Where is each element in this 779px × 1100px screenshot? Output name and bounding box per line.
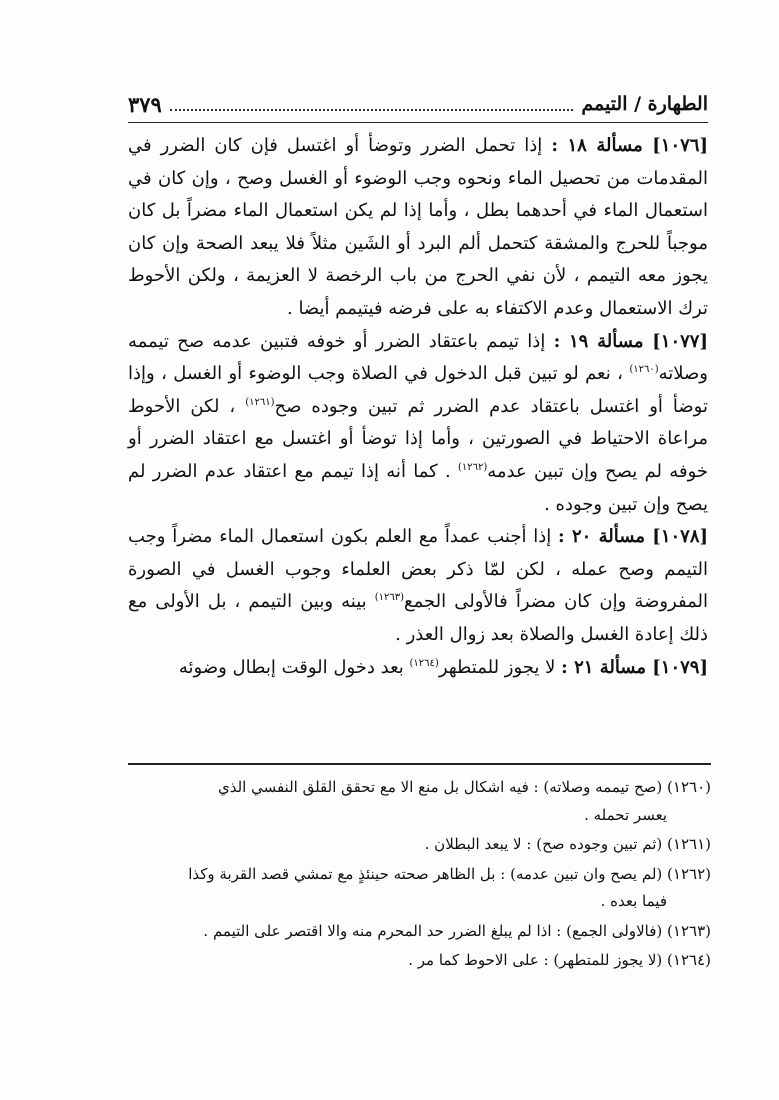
masala-text: إذا تحمل الضرر وتوضأ أو اغتسل فإن كان الضرر في المقدمات من تحصيل الماء ونحوه وجب الوضوء أو الغسل وصح ، وإن كان في استعمال الماء في أحدهما بطل ، وأما إذا لم يكن استعمال الماء مضراً بل كان موجباً للحرج والمشقة كتحمل ألم البرد أو الشَين مثلاً فلا يبعد الصحة وإن كان يجوز معه التيمم ، لأن نفي الحرج من باب الرخصة لا العزيمة ، ولكن الأحوط ترك الاستعمال وعدم الاكتفاء به على فرضه فيتيمم أيضا . — [128, 135, 708, 319]
masala-text: . كما أنه إذا تيمم مع اعتقاد عدم الضرر لم يصح وإن تبين وجوده . — [128, 460, 708, 515]
footnote — [128, 774, 711, 829]
footnote-divider — [128, 763, 711, 765]
dot-leader — [170, 97, 573, 111]
footnote-ref[interactable]: (١٢٦٠) — [629, 364, 659, 376]
footnote-text: بل الظاهر صحته حينئذٍ مع تمشي قصد القربة وكذا — [188, 864, 496, 883]
masala-heading: [١٠٧٧] مسألة ١٩ : — [553, 330, 708, 352]
page-header — [128, 86, 708, 123]
masala-text: ، لكن الأحوط مراعاة الاحتياط في الصورتين ، وأما إذا توضأ أو اغتسل مع اعتقاد الضرر أو خوفه لم يصح وإن تبين عدمه — [128, 395, 708, 482]
footnote-quote: (فالاولى الجمع) : — [556, 921, 663, 940]
masala-paragraph — [128, 130, 708, 326]
footnote-number: (١٢٦٤) — [667, 951, 711, 969]
running-title: الطهارة / التيمم — [581, 93, 708, 115]
masala-text: ، نعم لو تبين قبل الدخول في الصلاة وجب الوضوء أو الغسل ، وإذا توضأ أو اغتسل باعتقاد عدم الضرر ثم تبين وجوده صح — [128, 363, 708, 417]
footnote — [128, 918, 711, 946]
footnote — [128, 831, 711, 859]
footnotes — [128, 774, 711, 977]
footnote-number: (١٢٦٠) — [667, 778, 711, 796]
main-text — [128, 130, 708, 684]
footnote-ref[interactable]: (١٢٦١) — [245, 396, 275, 408]
footnote-text: فيه اشكال بل منع الا مع تحقق القلق النفسي الذي — [217, 778, 529, 796]
footnote-quote: (صح تيممه وصلاته) : — [533, 778, 663, 796]
masala-heading: [١٠٧٩] مسألة ٢١ : — [561, 656, 708, 678]
footnote — [128, 947, 711, 975]
footnote-quote: (لم يصح وان تبين عدمه) : — [500, 864, 663, 883]
masala-paragraph — [128, 652, 708, 685]
masala-text: بعد دخول الوقت إبطال وضوئه — [178, 656, 404, 678]
masala-text: لا يجوز للمتطهر — [438, 656, 556, 678]
footnote-number: (١٢٦٣) — [667, 921, 711, 940]
masala-text: إذا تيمم باعتقاد الضرر أو خوفه فتبين عدمه صح تيممه وصلاته — [128, 330, 708, 385]
masala-heading: [١٠٧٨] مسألة ٢٠ : — [558, 526, 709, 548]
footnote-text: اذا لم يبلغ الضرر حد المحرم منه والا اقتصر على التيمم . — [203, 921, 552, 940]
masala-text: إذا أجنب عمداً مع العلم بكون استعمال الماء مضراً وجب التيمم وصح عمله ، لكن لمّا ذكر بعض العلماء وجوب الغسل في الصورة المفروضة وإن كان مضراً فالأولى الجمع — [128, 526, 708, 613]
footnote — [128, 861, 711, 916]
footnote-quote: (ثم تبين وجوده صح) : — [526, 835, 663, 853]
footnote-number: (١٢٦١) — [667, 835, 711, 853]
footnote-text: على الاحوط كما مر . — [408, 951, 539, 969]
footnote-continuation: يعسر تحمله . — [584, 805, 667, 824]
footnote-quote: (لا يجوز للمتطهر) : — [543, 951, 663, 969]
masala-text: بينه وبين التيمم ، بل الأولى مع ذلك إعادة الغسل والصلاة بعد زوال العذر . — [128, 591, 708, 645]
masala-paragraph — [128, 326, 708, 522]
footnote-ref[interactable]: (١٢٦٤) — [409, 657, 439, 669]
footnote-ref[interactable]: (١٢٦٢) — [457, 461, 488, 473]
masala-heading: [١٠٧٦] مسألة ١٨ : — [551, 135, 708, 156]
footnote-continuation: فيما بعده . — [600, 892, 667, 910]
page-number: ٣٧٩ — [128, 91, 162, 117]
footnote-number: (١٢٦٢) — [667, 864, 711, 883]
footnote-ref[interactable]: (١٢٦٣) — [374, 592, 405, 604]
masala-paragraph — [128, 521, 708, 651]
footnote-text: لا يبعد البطلان . — [424, 835, 522, 853]
